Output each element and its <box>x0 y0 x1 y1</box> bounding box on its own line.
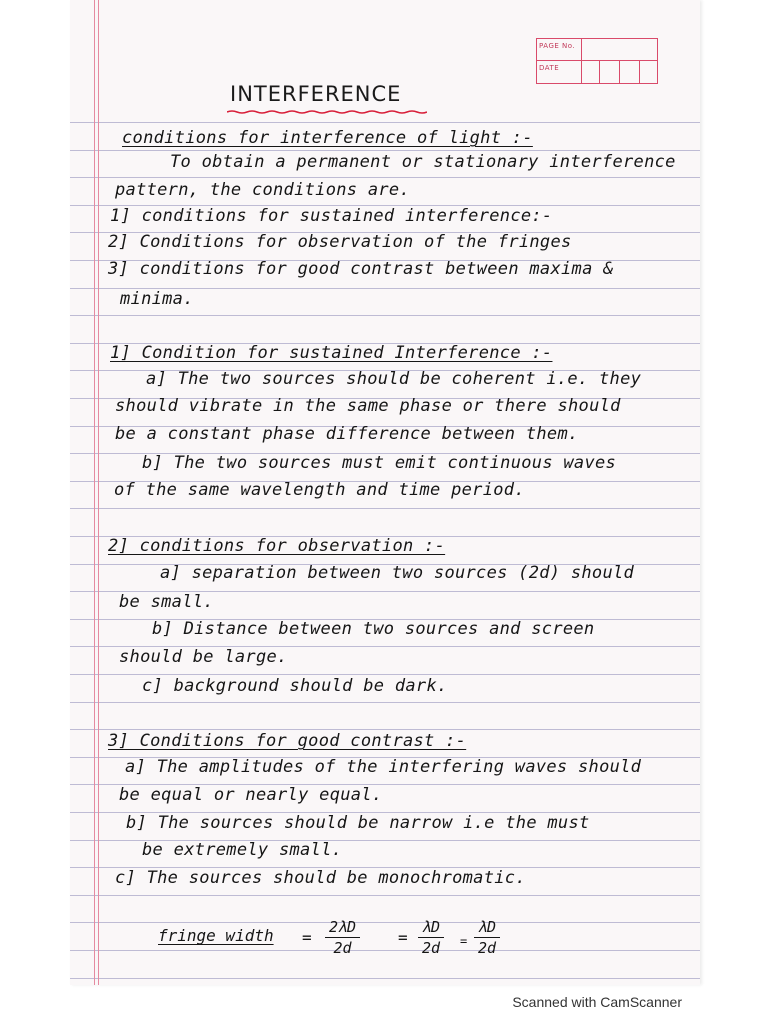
fraction-2 <box>418 918 444 957</box>
note-line: 3] conditions for good contrast between maxima & <box>108 259 614 279</box>
ruled-line <box>70 674 700 675</box>
note-line: 2] Conditions for observation of the fringes <box>108 232 572 252</box>
fraction-1-denominator: 2d <box>333 939 352 957</box>
note-line: 1] conditions for sustained interference:- <box>110 206 553 226</box>
ruled-line <box>70 122 700 123</box>
formula-equals: = <box>460 934 468 948</box>
note-line: a] separation between two sources (2d) should <box>160 563 635 583</box>
note-line: should vibrate in the same phase or there should <box>115 396 621 416</box>
margin-line-left-1 <box>94 0 95 985</box>
note-line: pattern, the conditions are. <box>115 180 410 200</box>
page-no-row <box>537 39 657 61</box>
note-line: should be large. <box>119 647 288 667</box>
ruled-line <box>70 922 700 923</box>
date-cell-divider <box>599 61 600 83</box>
ruled-line <box>70 950 700 951</box>
ruled-line <box>70 150 700 151</box>
scanner-watermark: Scanned with CamScanner <box>512 994 682 1010</box>
note-line: c] The sources should be monochromatic. <box>115 868 526 888</box>
ruled-line <box>70 895 700 896</box>
fraction-3-denominator: 2d <box>478 939 497 957</box>
fraction-2-denominator: 2d <box>422 939 441 957</box>
formula-equals: = <box>302 928 312 947</box>
note-line: of the same wavelength and time period. <box>114 480 525 500</box>
fraction-2-numerator: λD <box>418 918 444 938</box>
margin-line-left-2 <box>98 0 99 985</box>
ruled-line <box>70 508 700 509</box>
page-date-box <box>536 38 658 84</box>
page-title: INTERFERENCE <box>230 82 402 106</box>
note-line: 2] conditions for observation :- <box>108 536 446 556</box>
note-line: c] background should be dark. <box>142 676 448 696</box>
ruled-line <box>70 177 700 178</box>
note-line: To obtain a permanent or stationary interference <box>170 152 676 172</box>
note-line: b] The sources should be narrow i.e the must <box>126 813 590 833</box>
notebook-paper <box>70 0 700 985</box>
note-line: minima. <box>120 289 194 309</box>
ruled-line <box>70 315 700 316</box>
title-underline <box>227 110 427 114</box>
note-line: conditions for interference of light :- <box>122 128 533 148</box>
date-cell-divider <box>619 61 620 83</box>
note-line: 3] Conditions for good contrast :- <box>108 731 467 751</box>
box-divider <box>581 39 582 83</box>
date-label: DATE <box>539 64 560 72</box>
ruled-line <box>70 702 700 703</box>
date-cell-divider <box>639 61 640 83</box>
note-line: be equal or nearly equal. <box>119 785 383 805</box>
note-line: a] The two sources should be coherent i.e. they <box>146 369 642 389</box>
note-line: b] Distance between two sources and screen <box>152 619 595 639</box>
note-line: b] The two sources must emit continuous waves <box>142 453 617 473</box>
page-no-label: PAGE No. <box>539 42 576 50</box>
fraction-3 <box>474 918 500 957</box>
note-line: be a constant phase difference between them. <box>115 424 579 444</box>
ruled-line <box>70 978 700 979</box>
note-line: 1] Condition for sustained Interference :- <box>110 343 553 363</box>
fraction-3-numerator: λD <box>474 918 500 938</box>
formula-label: fringe width <box>158 926 274 945</box>
formula-equals: = <box>398 928 408 947</box>
note-line: a] The amplitudes of the interfering waves should <box>125 757 642 777</box>
note-line: be extremely small. <box>142 840 343 860</box>
fraction-1-numerator: 2λD <box>325 918 360 938</box>
fraction-1 <box>325 918 360 957</box>
note-line: be small. <box>119 592 214 612</box>
